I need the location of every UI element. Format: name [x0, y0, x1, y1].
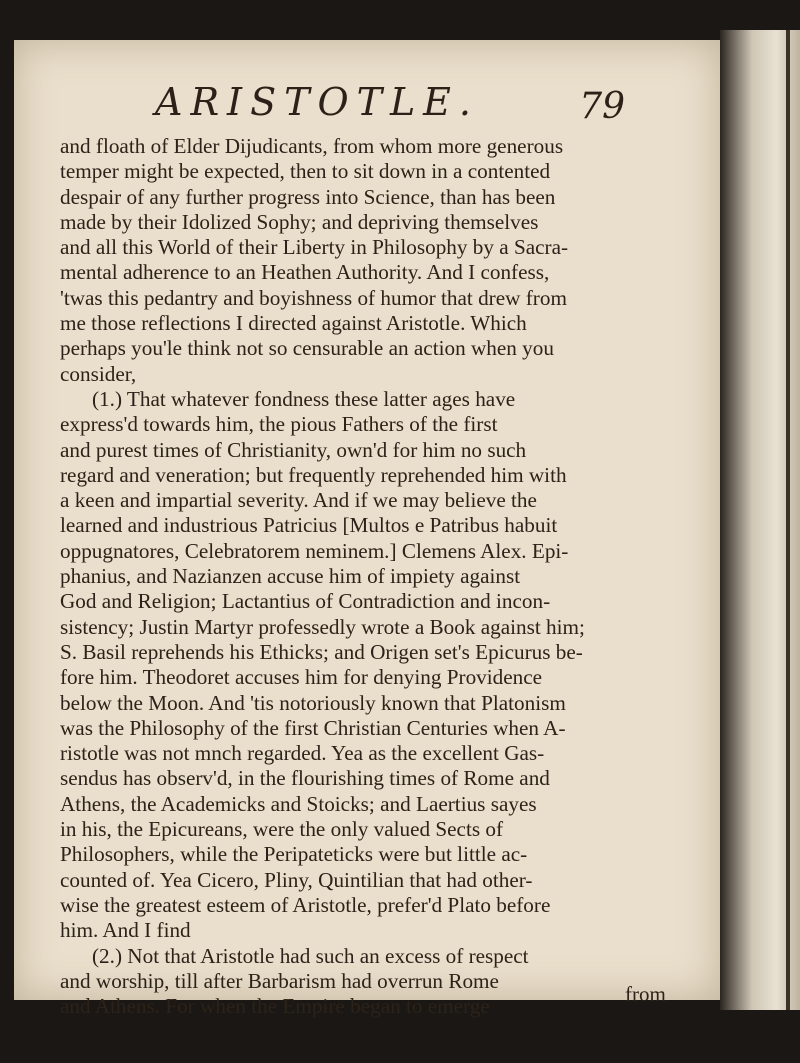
text-line: phanius, and Nazianzen accuse him of impiety against [60, 564, 521, 589]
text-line: Philosophers, while the Peripateticks were but little ac- [60, 842, 528, 867]
catchword: from [625, 982, 666, 1006]
text-line: made by their Idolized Sophy; and depriving themselves [60, 209, 539, 234]
text-line: mental adherence to an Heathen Authority. And I confess, [60, 260, 550, 285]
text-line: sendus has observ'd, in the flourishing times of Rome and [60, 766, 550, 791]
text-line: a keen and impartial severity. And if we may believe the [60, 488, 537, 513]
text-line: oppugnatores, Celebratorem neminem.] Clemens Alex. Epi- [60, 538, 569, 563]
text-line: consider, [60, 361, 137, 386]
text-line: in his, the Epicureans, were the only valued Sects of [60, 817, 504, 842]
text-line: ristotle was not mnch regarded. Yea as the excellent Gas- [60, 741, 545, 766]
text-line: S. Basil reprehends his Ethicks; and Origen set's Epicurus be- [60, 639, 583, 664]
text-line: temper might be expected, then to sit down in a contented [60, 159, 551, 184]
binding-edge [786, 30, 790, 1010]
text-line: wise the greatest esteem of Aristotle, prefer'd Plato before [60, 892, 551, 917]
text-line: despair of any further progress into Science, than has been [60, 184, 556, 209]
text-line: fore him. Theodoret accuses him for denying Providence [60, 665, 543, 690]
text-line: and worship, till after Barbarism had overrun Rome [60, 968, 499, 993]
text-line: me those reflections I directed against Aristotle. Which [60, 311, 527, 336]
text-line: sistency; Justin Martyr professedly wrote a Book against him; [60, 614, 585, 639]
text-line: and floath of Elder Dijudicants, from whom more generous [60, 134, 564, 158]
text-line: 'twas this pedantry and boyishness of humor that drew from [60, 285, 567, 310]
page-number: 79 [579, 86, 625, 127]
text-line: (2.) Not that Aristotle had such an excess of respect [92, 943, 529, 968]
text-line: and all this World of their Liberty in Philosophy by a Sacra- [60, 235, 569, 260]
text-line: Athens, the Academicks and Stoicks; and Laertius sayes [60, 791, 537, 816]
text-line: perhaps you'le think not so censurable an action when you [60, 336, 554, 361]
text-line: and purest times of Christianity, own'd for him no such [60, 437, 527, 462]
text-line: learned and industrious Patricius [Multos e Patribus habuit [60, 513, 558, 538]
text-line: (1.) That whatever fondness these latter ages have [92, 386, 516, 411]
text-line: below the Moon. And 'tis notoriously known that Platonism [60, 690, 566, 715]
text-line: regard and veneration; but frequently reprehended him with [60, 462, 567, 487]
running-title: ARISTOTLE. [155, 80, 479, 124]
text-line: was the Philosophy of the first Christian Centuries when A- [60, 715, 566, 740]
text-line: God and Religion; Lactantius of Contradiction and incon- [60, 589, 551, 614]
text-line: express'd towards him, the pious Fathers of the first [60, 412, 498, 437]
text-line: counted of. Yea Cicero, Pliny, Quintilian that had other- [60, 867, 533, 892]
page-header [155, 80, 625, 140]
text-line: him. And I find [60, 918, 191, 943]
text-line: and Athens. For when the Empire began to emerge [60, 994, 490, 1019]
body-text [60, 134, 700, 1019]
